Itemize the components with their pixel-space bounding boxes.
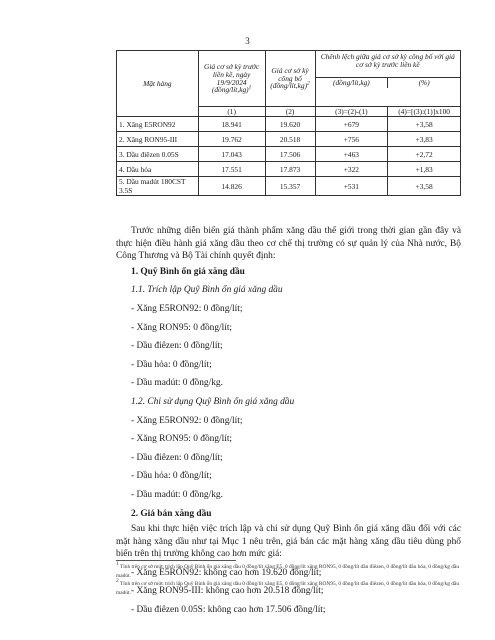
row-pct: +3,58 (388, 117, 461, 132)
row-now-price: 19.620 (265, 117, 315, 132)
col-number-2: (2) (265, 107, 315, 117)
table-row (117, 162, 461, 177)
row-diff: +322 (315, 162, 388, 177)
row-now-price: 15.357 (265, 177, 315, 196)
list-item: - Xăng E5RON92: không cao hơn 19.620 đồng/lít; (131, 567, 322, 578)
row-diff: +756 (315, 132, 388, 147)
row-now-price: 17.506 (265, 147, 315, 162)
page-number: 3 (245, 36, 250, 46)
row-name: 5. Dầu madút 180CST 3.5S (117, 177, 199, 196)
list-item: - Dầu điêzen 0.05S: không cao hơn 17.506 đồng/lít; (131, 605, 326, 616)
row-prev-price: 14.826 (198, 177, 265, 196)
list-item: - Dầu điêzen: 0 đồng/lít; (131, 341, 223, 352)
section1-heading: 1. Quỹ Bình ổn giá xăng dầu (131, 266, 245, 277)
price-table (116, 50, 461, 196)
list-item: - Dầu madút: 0 đồng/kg. (131, 378, 223, 389)
row-prev-price: 17.551 (198, 162, 265, 177)
row-prev-price: 18.941 (198, 117, 265, 132)
row-diff: +679 (315, 117, 388, 132)
section1-1-heading: 1.1. Trích lập Quỹ Bình ổn giá xăng dầu (131, 285, 283, 296)
section1-2-heading: 1.2. Chi sử dụng Quỹ Bình ổn giá xăng dầu (131, 396, 295, 407)
col-number-3: (3)=(2)-(1) (315, 107, 388, 117)
row-prev-price: 19.762 (198, 132, 265, 147)
footnotes (116, 563, 461, 597)
table-row (117, 117, 461, 132)
header-diff-abs: (đồng/lít,kg) (316, 78, 389, 88)
footnote-2: $^2$ Tính trên cơ sở mức trích lập Quỹ Bình ổn giá xăng dầu 0 đồng/lít xăng E5, 0 đồng/lít xăng RON95, 0 đồng/lít dầu điêzen, 0 đồng/lít dầu hỏa, 0 đồng/kg dầu madút. (116, 578, 460, 596)
list-item: - Xăng RON95: 0 đồng/lít; (131, 434, 233, 445)
header-base-prev: Giá cơ sở kỳ trước liền kề, ngày 19/9/2024 (đồng/lít,kg)$^1$ (198, 51, 265, 107)
list-item: - Xăng E5RON92: 0 đồng/lít; (131, 303, 243, 314)
list-item: - Xăng RON95-III: không cao hơn 20.518 đồng/lít; (131, 586, 324, 597)
header-base-now: Giá cơ sở kỳ công bố (đồng/lít,kg)$^2$ (265, 51, 315, 107)
footnote-1: $^1$ Tính trên cơ sở mức trích lập Quỹ Bình ổn giá xăng dầu 0 đồng/lít xăng E5, 0 đồng/lít xăng RON95, 0 đồng/lít dầu điêzen, 0 đồng/lít dầu hỏa, 0 đồng/kg dầu madút. (116, 561, 460, 579)
row-name: 2. Xăng RON95-III (117, 132, 199, 147)
list-item: - Dầu điêzen: 0 đồng/lít; (131, 452, 223, 463)
col-number-1: (1) (198, 107, 265, 117)
table-row (117, 177, 461, 196)
row-diff: +463 (315, 147, 388, 162)
list-item: - Xăng E5RON92: 0 đồng/lít; (131, 415, 243, 426)
header-diff: Chênh lệch giữa giá cơ sở kỳ công bố với giá cơ sở kỳ trước liền kề (đồng/lít,kg) (%) (315, 51, 460, 107)
row-pct: +2,72 (388, 147, 461, 162)
row-pct: +1,83 (388, 162, 461, 177)
row-pct: +3,58 (388, 177, 461, 196)
section2-paragraph: Sau khi thực hiện việc trích lập và chi sử dụng Quỹ Bình ổn giá xăng dầu đối với các mặt hàng xăng dầu như tại Mục 1 nêu trên, giá bán các mặt hàng xăng dầu tiêu dùng phổ biến trên thị trường không cao hơn mức giá: (116, 524, 461, 560)
footnote-divider (116, 560, 236, 561)
row-now-price: 20.518 (265, 132, 315, 147)
list-item: - Dầu madút: 0 đồng/kg. (131, 489, 223, 500)
col-number-4: (4)=[(3):(1)]x100 (388, 107, 461, 117)
header-item: Mặt hàng (117, 51, 199, 117)
row-name: 4. Dầu hỏa (117, 162, 199, 177)
row-name: 3. Dầu điêzen 0.05S (117, 147, 199, 162)
footnote-ref-2: 2 (307, 80, 310, 87)
row-name: 1. Xăng E5RON92 (117, 117, 199, 132)
intro-paragraph: Trước những diễn biến giá thành phẩm xăng dầu thế giới trong thời gian gần đây và thực hiện điều hành giá xăng dầu theo cơ chế thị trường có sự quản lý của Nhà nước, Bộ Công Thương và Bộ Tài chính quyết định: (116, 226, 461, 262)
section2-heading: 2. Giá bán xăng dầu (131, 508, 212, 519)
footnote-ref-1: 1 (248, 84, 252, 91)
list-item: - Dầu hỏa: 0 đồng/lít; (131, 359, 212, 370)
header-diff-pct: (%) (418, 78, 430, 88)
table-row (117, 147, 461, 162)
row-diff: +531 (315, 177, 388, 196)
row-prev-price: 17.043 (198, 147, 265, 162)
row-pct: +3,83 (388, 132, 461, 147)
list-item: - Xăng RON95: 0 đồng/lít; (131, 322, 233, 333)
list-item: - Dầu hỏa: 0 đồng/lít; (131, 471, 212, 482)
table-header-row (117, 51, 461, 107)
table-row (117, 132, 461, 147)
row-now-price: 17.873 (265, 162, 315, 177)
